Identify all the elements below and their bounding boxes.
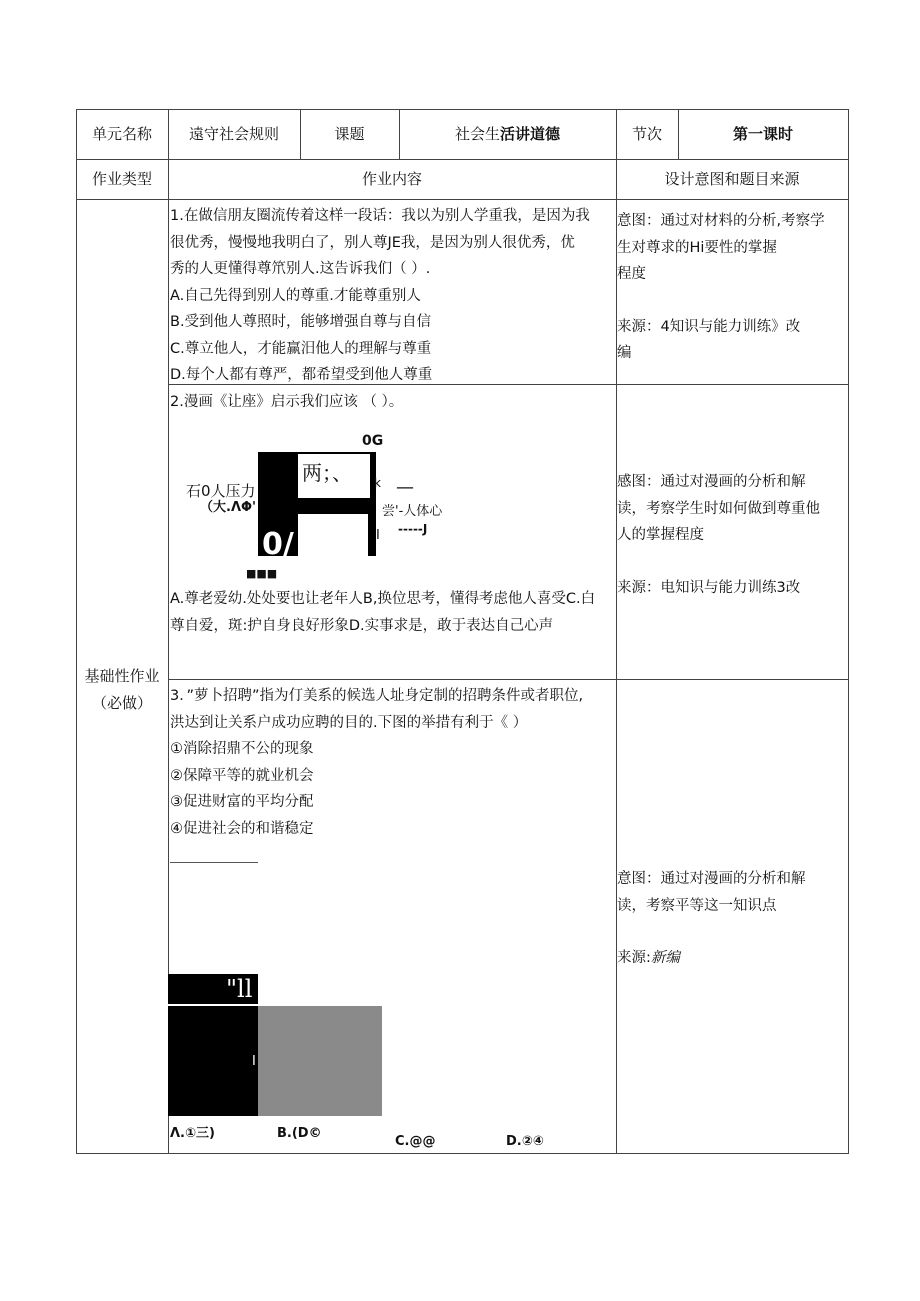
cartoon-text: — — [396, 477, 414, 498]
q3-source — [617, 945, 845, 972]
table-left-border — [76, 109, 77, 1154]
cartoon-white-patch — [298, 512, 368, 558]
q3-answer-d: D.②④ — [506, 1134, 544, 1149]
q3-answer-c: C.@@ — [395, 1134, 436, 1149]
q2-design-line: 读，考察学生时如何做到尊重他 — [617, 500, 820, 517]
q1-source-line: 来源：4知识与能力训练》改 — [617, 318, 801, 335]
table-bottom-border — [76, 1153, 848, 1154]
unit-value: 遠守社会规则 — [188, 125, 279, 143]
q3-stem-line: 3．”萝卜招聘”指为仃美系的候选人址身定制的招聘条件或者职位, — [170, 688, 584, 704]
design-label: 设计意图和题目来源 — [664, 170, 800, 188]
q3-image-white-rule — [168, 1004, 258, 1006]
q3-design-line: 读，考察平等这一知识点 — [617, 897, 777, 914]
section-label: 节次 — [631, 125, 662, 143]
q2-option-line: 尊自爱，斑:护自身良好形象D.实事求是，敢于表达自己心声 — [170, 617, 554, 634]
q3-answer-a: Λ.①三) — [170, 1126, 215, 1141]
cartoon-text: 尝'-人体心 — [382, 504, 443, 519]
q2-design-line: 感图：通过对漫画的分析和解 — [617, 474, 806, 490]
type-label: 作业类型 — [91, 170, 152, 188]
q2-stem: 2.漫画《让座》启示我们应该 （ ）。 — [170, 394, 404, 410]
q3-source-label: 来源: — [617, 950, 651, 966]
q1-design-line: 程度 — [617, 266, 646, 282]
q3-item: ②保障平等的就业机会 — [170, 767, 314, 784]
section-value: 第一课时 — [732, 125, 793, 143]
q1-option-a: A.自己先得到别人的尊重.才能尊重别人 — [170, 287, 421, 304]
q2-design-line: 人的掌握程度 — [617, 527, 704, 543]
row-divider — [76, 199, 848, 200]
cartoon-text: 两；、 — [302, 461, 352, 485]
cartoon-text: ■■■ — [246, 567, 278, 580]
table-right-border — [848, 109, 849, 1154]
q1-stem-line: 1.在做信朋友圈流传着这样一段话：我以为别人学重我，是因为我 — [170, 208, 590, 224]
cartoon-text: k — [374, 476, 381, 490]
content-label: 作业内容 — [361, 170, 422, 188]
cartoon-text: 0G — [362, 433, 384, 449]
q1-design-line: 生对尊求的Hi要性的掌握 — [617, 239, 777, 256]
q2-source-line: 来源：电知识与能力训练3改 — [617, 579, 801, 596]
unit-label: 单元名称 — [91, 125, 152, 143]
cartoon-text: I — [376, 528, 380, 543]
q3-item: ④促进社会的和谐稳定 — [170, 820, 314, 837]
q2-options — [170, 586, 616, 639]
q3-design-line: 意图：通过对漫画的分析和解 — [617, 871, 806, 887]
question-1 — [170, 203, 616, 389]
q3-item: ③促进财富的平均分配 — [170, 794, 314, 810]
topic-label: 课题 — [334, 125, 365, 143]
cartoon-text: 0/ — [262, 527, 294, 562]
q3-item: ①消除招鼎不公的现象 — [170, 741, 314, 757]
q1-design — [617, 208, 845, 367]
q3-answer-b: B.(D© — [277, 1126, 322, 1141]
q2-design — [617, 469, 845, 601]
cartoon-text: （大.ΛΦ' — [200, 500, 257, 515]
q3-image-top-rule — [170, 862, 258, 863]
q3-image-text: "ll — [226, 975, 253, 1003]
topic-value-part-a: 社会生 — [454, 125, 500, 143]
q3-stem-line: 洪达到让关系户成功应聘的目的.下图的举措有利于《 ） — [170, 714, 528, 731]
q2-option-line: A.尊老爱幼.处处要也让老年人B,换位思考，懂得考虑他人喜受C.白 — [170, 591, 596, 607]
q1-option-c: C.尊立他人，才能赢汨他人的理解与尊重 — [170, 340, 432, 357]
q3-design — [617, 866, 845, 972]
q3-image-text: I — [252, 1054, 256, 1069]
q3-source-value: 新编 — [650, 950, 680, 966]
category-line2: （必做） — [91, 694, 152, 712]
topic-value — [399, 121, 616, 148]
q1-source-line: 编 — [617, 345, 632, 361]
topic-value-part-b: 活讲道德 — [500, 125, 561, 143]
row-divider — [168, 679, 848, 680]
cartoon-text: -----J — [398, 522, 428, 536]
q1-stem-line: 秀的人更懂得尊笊别人.这告诉我们（ ）. — [170, 261, 431, 277]
q1-option-b: B.受到他人尊照时，能够增强自尊与自信 — [170, 314, 432, 330]
q1-design-line: 意图：通过对材料的分析,考察学 — [617, 213, 825, 229]
cartoon-text: 石0人压力 — [186, 482, 256, 500]
q3-image-gray-block — [258, 1006, 382, 1116]
q1-option-d: D.每个人都有尊严，都希望受到他人尊重 — [170, 367, 433, 383]
row-divider — [76, 159, 848, 160]
category-line1: 基础性作业 — [84, 667, 160, 685]
q1-stem-line: 很优秀，慢慢地我明白了，别人尊JE我，是因为别人很优秀，优 — [170, 234, 575, 251]
table-top-border — [76, 109, 848, 110]
question-3 — [170, 683, 616, 842]
